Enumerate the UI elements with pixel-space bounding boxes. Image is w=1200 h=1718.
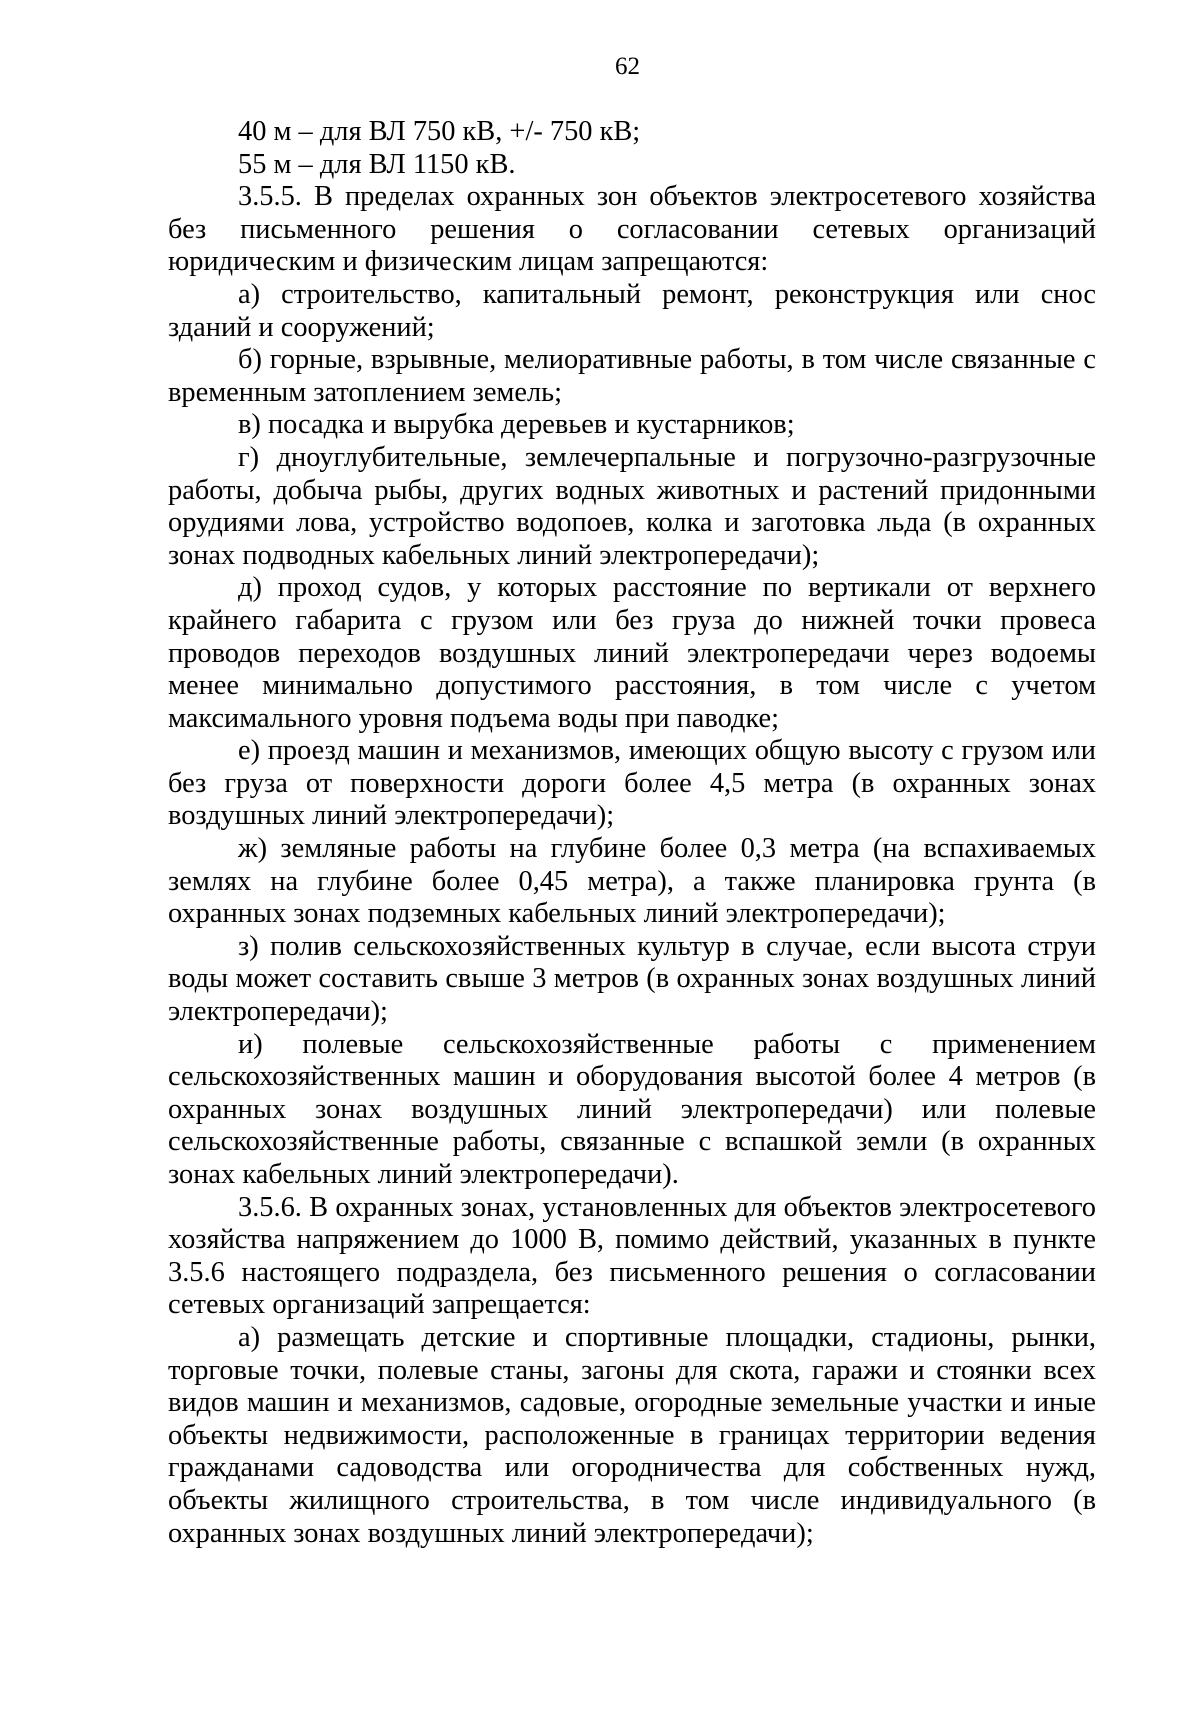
- list-item-zh: ж) земляные работы на глубине более 0,3 метра (на вспахиваемых землях на глубине более 0,45 метра), а также планировка грунта (в охранных зонах подземных кабельных линий электропередачи);: [168, 833, 1096, 930]
- list-item-d: д) проход судов, у которых расстояние по вертикали от верхнего крайнего габарита с грузом или без груза до нижней точки провеса проводов переходов воздушных линий электропередачи через водоемы менее минимально допустимого расстояния, в том числе с учетом максимального уровня подъема воды при паводке;: [168, 572, 1096, 734]
- list-item-z: з) полив сельскохозяйственных культур в случае, если высота струи воды может составить свыше 3 метров (в охранных зонах воздушных линий электропередачи);: [168, 930, 1096, 1028]
- list-item-a: а) строительство, капитальный ремонт, реконструкция или снос зданий и сооружений;: [168, 278, 1096, 343]
- list-item-v: в) посадка и вырубка деревьев и кустарников;: [238, 409, 795, 441]
- page-number: 62: [615, 53, 640, 80]
- list-item-i: и) полевые сельскохозяйственные работы с применением сельскохозяйственных машин и оборудования высотой более 4 метров (в охранных зонах воздушных линий электропередачи) или полевые сельскохозяйственные работы, связанные с вспашкой земли (в охранных зонах кабельных линий электропередачи).: [168, 1028, 1096, 1190]
- list-item-b: б) горные, взрывные, мелиоративные работы, в том числе связанные с временным затоплением земель;: [168, 344, 1096, 408]
- paragraph-55m: 55 м – для ВЛ 1150 кВ.: [238, 148, 516, 180]
- document-body: [168, 116, 1096, 1550]
- paragraph-3-5-5: 3.5.5. В пределах охранных зон объектов электросетевого хозяйства без письменного решения о согласовании сетевых организаций юридическим и физическим лицам запрещаются:: [168, 181, 1096, 278]
- paragraph-40m: 40 м – для ВЛ 750 кВ, +/- 750 кВ;: [238, 116, 641, 147]
- list-item-g: г) дноуглубительные, землечерпальные и погрузочно-разгрузочные работы, добыча рыбы, других водных животных и растений придонными орудиями лова, устройство водопоев, колка и заготовка льда (в охранных зонах подводных кабельных линий электропередачи);: [168, 441, 1096, 571]
- list-item-e: е) проезд машин и механизмов, имеющих общую высоту с грузом или без груза от поверхности дороги более 4,5 метра (в охранных зонах воздушных линий электропередачи);: [168, 735, 1096, 832]
- list-item-a-2: а) размещать детские и спортивные площадки, стадионы, рынки, торговые точки, полевые станы, загоны для скота, гаражи и стоянки всех видов машин и механизмов, садовые, огородные земельные участки и иные объекты недвижимости, расположенные в границах территории ведения гражданами садоводства или огородничества для собственных нужд, объекты жилищного строительства, в том числе индивидуального (в охранных зонах воздушных линий электропередачи);: [168, 1321, 1096, 1549]
- paragraph-3-5-6: 3.5.6. В охранных зонах, установленных для объектов электросетевого хозяйства напряжением до 1000 В, помимо действий, указанных в пункте 3.5.6 настоящего подраздела, без письменного решения о согласовании сетевых организаций запрещается:: [168, 1191, 1096, 1321]
